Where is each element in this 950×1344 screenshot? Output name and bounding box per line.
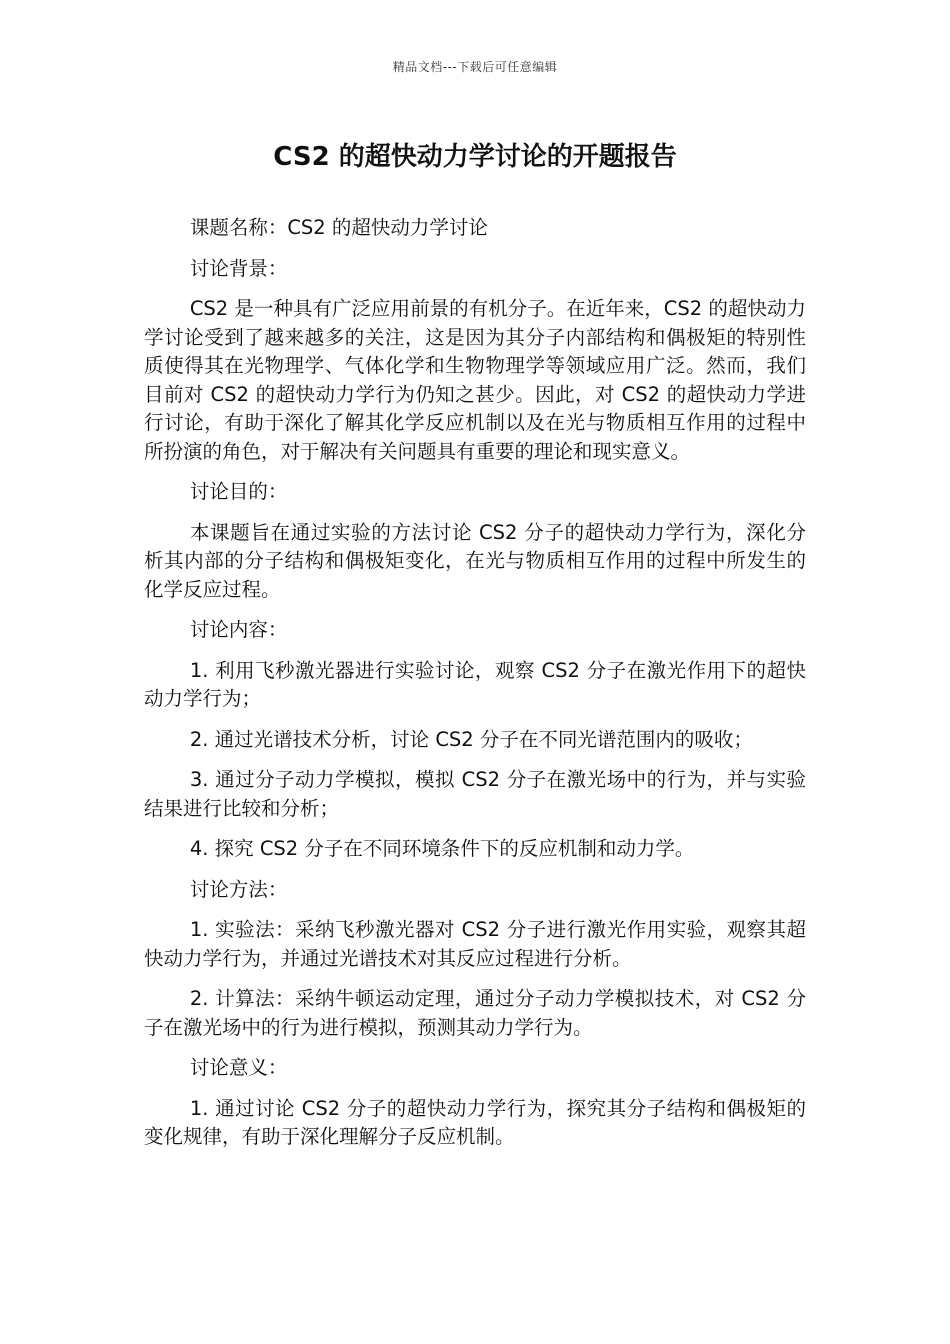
section-label-significance: 讨论意义： — [189, 1056, 288, 1079]
document-title: CS2 的超快动力学讨论的开题报告 — [273, 142, 677, 172]
significance-item-1: 1. 通过讨论 CS2 分子的超快动力学行为，探究其分子结构和偶极矩的变化规律，有助于深化理解分子反应机制。 — [144, 1096, 806, 1148]
content-item-1: 1. 利用飞秒激光器进行实验讨论，观察 CS2 分子在激光作用下的超快动力学行为； — [144, 658, 806, 710]
header-note: 精品文档---下载后可任意编辑 — [392, 60, 558, 74]
content-item-4: 4. 探究 CS2 分子在不同环境条件下的反应机制和动力学。 — [189, 837, 695, 860]
method-item-2: 2. 计算法：采纳牛顿运动定理，通过分子动力学模拟技术，对 CS2 分子在激光场中的行为进行模拟，预测其动力学行为。 — [144, 987, 806, 1039]
topic-name-line: 课题名称：CS2 的超快动力学讨论 — [189, 216, 488, 239]
purpose-paragraph: 本课题旨在通过实验的方法讨论 CS2 分子的超快动力学行为，深化分析其内部的分子结构和偶极矩变化，在光与物质相互作用的过程中所发生的化学反应过程。 — [144, 520, 806, 601]
section-label-content: 讨论内容： — [189, 618, 288, 641]
method-item-1: 1. 实验法：采纳飞秒激光器对 CS2 分子进行激光作用实验，观察其超快动力学行为，并通过光谱技术对其反应过程进行分析。 — [144, 918, 806, 970]
background-paragraph: CS2 是一种具有广泛应用前景的有机分子。在近年来，CS2 的超快动力学讨论受到了越来越多的关注，这是因为其分子内部结构和偶极矩的特别性质使得其在光物理学、气体化学和生物物理学等领域应用广泛。然而，我们目前对 CS2 的超快动力学行为仍知之甚少。因此，对 CS2 的超快动力学进行讨论，有助于深化了解其化学反应机制以及在光与物质相互作用的过程中所扮演的角色，对于解决有关问题具有重要的理论和现实意义。 — [144, 297, 806, 463]
section-label-method: 讨论方法： — [189, 877, 288, 901]
section-label-purpose: 讨论目的： — [189, 480, 288, 503]
content-item-3: 3. 通过分子动力学模拟，模拟 CS2 分子在激光场中的行为，并与实验结果进行比较和分析； — [144, 768, 806, 820]
document-body — [144, 214, 806, 1164]
content-item-2: 2. 通过光谱技术分析，讨论 CS2 分子在不同光谱范围内的吸收； — [189, 727, 753, 751]
section-label-background: 讨论背景： — [189, 256, 288, 280]
